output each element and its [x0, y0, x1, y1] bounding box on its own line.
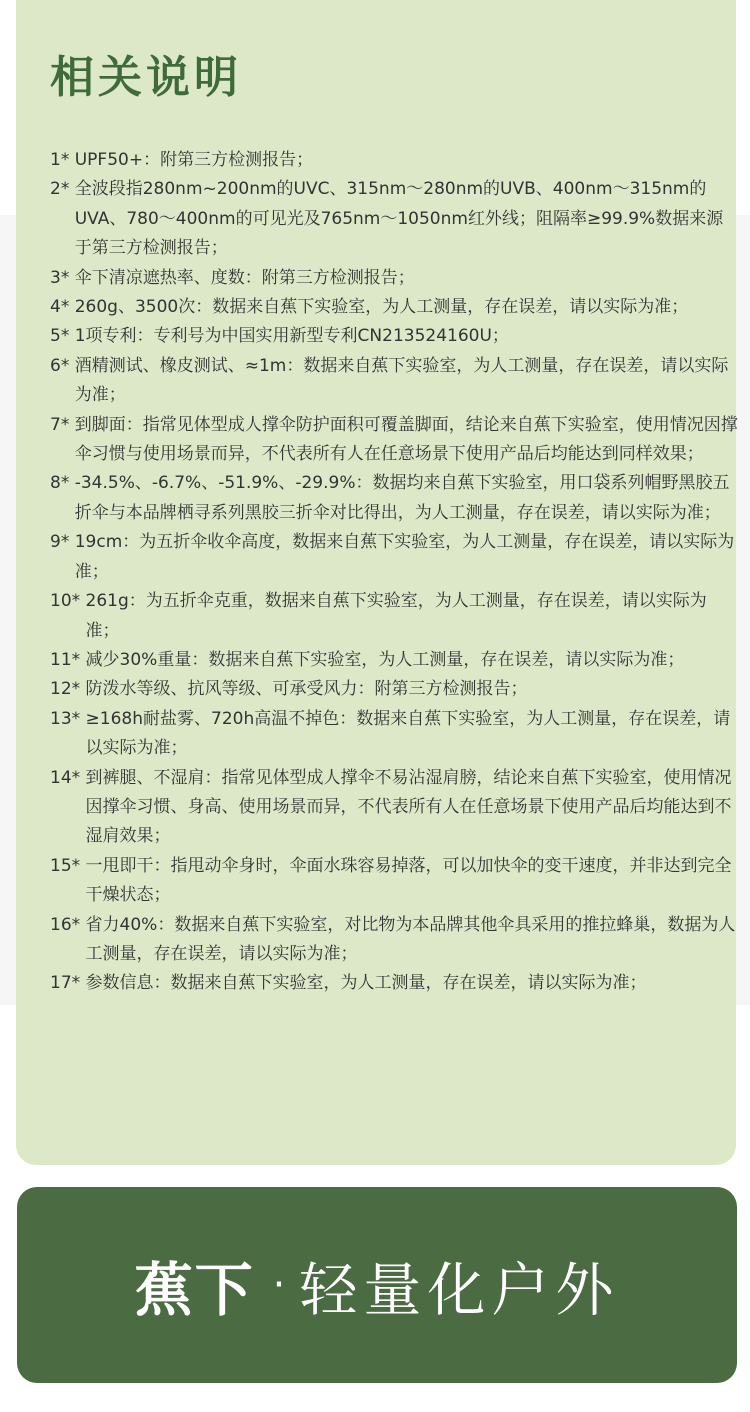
- note-item: [50, 969, 740, 998]
- note-number: 8*: [50, 473, 75, 494]
- note-text: UPF50+：附第三方检测报告；: [74, 150, 314, 170]
- note-item: [50, 587, 740, 646]
- note-item: [50, 646, 740, 675]
- note-text: 到脚面：指常见体型成人撑伞防护面积可覆盖脚面，结论来自蕉下实验室，使用情况因撑伞习惯与使用场景而异，不代表所有人在任意场景下使用产品后均能达到同样效果；: [74, 414, 738, 465]
- note-text: 260g、3500次：数据来自蕉下实验室，为人工测量，存在误差，请以实际为准；: [74, 297, 689, 318]
- note-item: [50, 352, 740, 411]
- note-number: 9*: [50, 532, 75, 553]
- note-item: [50, 528, 740, 587]
- note-number: 13*: [50, 708, 86, 729]
- note-number: 6*: [50, 355, 75, 376]
- note-item: [50, 469, 740, 528]
- note-text: 一甩即干：指甩动伞身时，伞面水珠容易掉落，可以加快伞的变干速度，并非达到完全干燥状态；: [85, 855, 732, 906]
- note-number: 3*: [50, 267, 75, 288]
- note-text: 19cm：为五折伞收伞高度，数据来自蕉下实验室，为人工测量，存在误差，请以实际为准；: [74, 532, 735, 582]
- note-item: [50, 705, 740, 764]
- note-number: 12*: [50, 679, 86, 700]
- note-item: [50, 264, 740, 293]
- note-text: ≥168h耐盐雾、720h高温不掉色：数据来自蕉下实验室，为人工测量，存在误差，请以实际为准；: [85, 708, 731, 759]
- note-item: [50, 911, 740, 970]
- note-number: 4*: [50, 297, 75, 318]
- note-item: [50, 852, 740, 911]
- note-text: 全波段指280nm~200nm的UVC、315nm～280nm的UVB、400nm～315nm的UVA、780～400nm的可见光及765nm～1050nm红外线；阻隔率≥99.9%数据来源于第三方检测报告；: [74, 179, 724, 259]
- note-number: 7*: [50, 414, 75, 435]
- note-number: 10*: [50, 591, 86, 612]
- note-text: 参数信息：数据来自蕉下实验室，为人工测量，存在误差，请以实际为准；: [85, 973, 647, 994]
- note-number: 15*: [50, 855, 86, 876]
- note-item: [50, 175, 740, 263]
- brand-slogan: 轻量化户外: [299, 1256, 620, 1324]
- note-item: [50, 764, 740, 852]
- notes-card: [16, 0, 736, 1165]
- note-text: 省力40%：数据来自蕉下实验室，对比物为本品牌其他伞具采用的推拉蜂巢，数据为人工测量，存在误差，请以实际为准；: [85, 914, 736, 964]
- note-item: [50, 675, 740, 704]
- notes-title: 相关说明: [50, 52, 242, 103]
- note-number: 16*: [50, 914, 86, 935]
- note-text: -34.5%、-6.7%、-51.9%、-29.9%：数据均来自蕉下实验室，用口袋系列帽野黑胶五折伞与本品牌栖寻系列黑胶三折伞对比得出，为人工测量，存在误差，请以实际为准；: [74, 473, 730, 523]
- note-text: 减少30%重量：数据来自蕉下实验室，为人工测量，存在误差，请以实际为准；: [85, 649, 685, 670]
- brand-name: 蕉下: [134, 1256, 255, 1324]
- brand-banner: [17, 1187, 737, 1383]
- note-text: 1项专利：专利号为中国实用新型专利CN213524160U；: [74, 326, 509, 347]
- note-item: [50, 411, 740, 470]
- note-text: 防泼水等级、抗风等级、可承受风力：附第三方检测报告；: [85, 679, 528, 700]
- note-text: 261g：为五折伞克重，数据来自蕉下实验室，为人工测量，存在误差，请以实际为准；: [85, 591, 707, 641]
- note-number: 5*: [50, 326, 75, 347]
- note-number: 14*: [50, 767, 86, 788]
- note-number: 17*: [50, 973, 86, 994]
- notes-list: [50, 146, 740, 999]
- note-number: 1*: [50, 150, 75, 170]
- note-text: 酒精测试、橡皮测试、≈1m：数据来自蕉下实验室，为人工测量，存在误差，请以实际为准；: [74, 355, 729, 406]
- brand-separator: ·: [272, 1262, 286, 1308]
- note-item: [50, 322, 740, 351]
- note-text: 伞下清凉遮热率、度数：附第三方检测报告；: [74, 267, 415, 288]
- note-item: [50, 146, 740, 175]
- note-number: 2*: [50, 179, 75, 200]
- note-item: [50, 293, 740, 322]
- note-text: 到裤腿、不湿肩：指常见体型成人撑伞不易沾湿肩膀，结论来自蕉下实验室，使用情况因撑伞习惯、身高、使用场景而异，不代表所有人在任意场景下使用产品后均能达到不湿肩效果；: [85, 767, 732, 847]
- note-number: 11*: [50, 649, 86, 670]
